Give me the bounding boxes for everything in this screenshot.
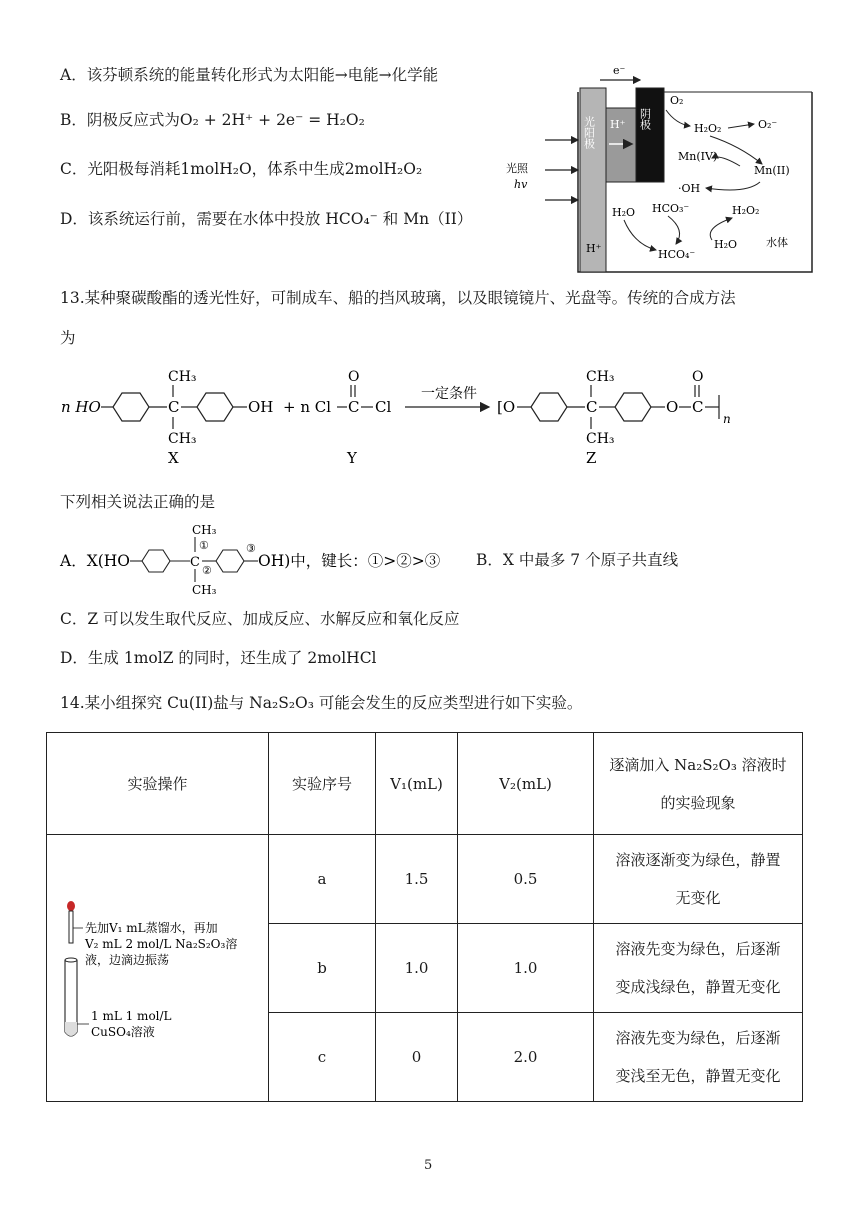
header-observation	[594, 733, 803, 835]
z-carbon: C	[586, 398, 598, 416]
option-12b-text: B．阴极反应式为	[60, 111, 180, 129]
row-c-number: c	[269, 1013, 376, 1102]
header-v1: V₁(mL)	[376, 733, 458, 835]
option-12b-equation: O₂ + 2H⁺ + 2e⁻ = H₂O₂	[179, 111, 365, 129]
h2o-label-1: H₂O	[612, 206, 636, 219]
bond-label-3: ③	[246, 542, 256, 555]
h2o2-label-1: H₂O₂	[694, 122, 722, 135]
header-observation-line2: 的实验现象	[660, 793, 736, 812]
y-carbon: C	[348, 398, 360, 416]
z-oxygen: O	[666, 398, 679, 416]
option-12c-text: C．光阳极每消耗	[60, 160, 181, 178]
x-ho: n HO	[61, 398, 101, 416]
cathode	[636, 88, 664, 182]
bond-label-1: ①	[199, 539, 209, 552]
cathode-label: 阴极	[638, 108, 652, 130]
option-12d-hco4: HCO₄⁻	[325, 210, 378, 228]
h2o-label-2: H₂O	[714, 238, 738, 251]
table-row	[47, 835, 803, 924]
header-observation-line1: 逐滴加入 Na₂S₂O₃ 溶液时	[609, 755, 787, 774]
label-x: X	[168, 449, 179, 467]
z-benzene-1	[531, 393, 567, 421]
water-body-label: 水体	[766, 236, 788, 249]
z-ch3-top: CH₃	[586, 369, 615, 385]
option-13c: C．Z 可以发生取代反应、加成反应、水解反应和氧化反应	[60, 610, 460, 628]
apparatus-label-2b: CuSO₄溶液	[91, 1025, 155, 1039]
hco4-label: HCO₄⁻	[658, 248, 696, 261]
dropper-tube	[69, 911, 73, 943]
row-c-v1: 0	[376, 1013, 458, 1102]
z-bracket-o: [O	[497, 398, 516, 416]
row-c-obs-line2: 变浅至无色，静置无变化	[615, 1067, 781, 1085]
x-carbon: C	[168, 398, 180, 416]
z-carbonyl-o: O	[692, 369, 704, 385]
light-label: 光照	[506, 162, 528, 175]
x-benzene-1	[113, 393, 149, 421]
row-b-observation	[594, 924, 803, 1013]
row-b-v2: 1.0	[458, 924, 594, 1013]
apparatus-label-1a: 先加V₁ mL蒸馏水，再加	[85, 921, 218, 935]
row-a-v2: 0.5	[458, 835, 594, 924]
option-13b: B．X 中最多 7 个原子共直线	[476, 551, 679, 569]
row-a-obs-line2: 无变化	[675, 889, 721, 907]
hplus-lower: H⁺	[586, 242, 602, 255]
option-12d-mn: Mn（II）	[403, 210, 473, 228]
row-c-observation	[594, 1013, 803, 1102]
header-v2: V₂(mL)	[458, 733, 594, 835]
row-a-obs-line1: 溶液逐渐变为绿色，静置	[615, 851, 781, 869]
y-oxygen: O	[348, 369, 360, 385]
option-12c-h2o2: 2molH₂O₂	[344, 160, 423, 178]
label-z: Z	[586, 449, 597, 467]
header-operation: 实验操作	[47, 733, 269, 835]
hco3-label: HCO₃⁻	[652, 202, 690, 215]
x-benzene-2	[197, 393, 233, 421]
z-subscript-n: n	[723, 412, 731, 426]
hydroxyl-label: ·OH	[678, 182, 701, 195]
a-benzene-2	[216, 550, 244, 572]
option-13d: D．生成 1molZ 的同时，还生成了 2molHCl	[60, 649, 377, 667]
o2-label: O₂	[670, 94, 684, 107]
row-b-obs-line1: 溶液先变为绿色，后逐渐	[615, 940, 781, 958]
a-ch3-bot: CH₃	[192, 583, 217, 597]
z-ch3-bot: CH₃	[586, 431, 615, 447]
a-carbon: C	[190, 555, 200, 570]
row-a-number: a	[269, 835, 376, 924]
option-12a: A．该芬顿系统的能量转化形式为太阳能→电能→化学能	[60, 66, 439, 84]
a-ch3-top: CH₃	[192, 523, 217, 537]
row-c-v2: 2.0	[458, 1013, 594, 1102]
o2-radical-label: O₂⁻	[758, 118, 778, 131]
label-y: Y	[347, 449, 357, 467]
bond-label-2: ②	[202, 564, 212, 577]
x-ch3-bot: CH₃	[168, 431, 197, 447]
x-ch3-top: CH₃	[168, 369, 197, 385]
option-13a-prefix: A．X(HO	[60, 552, 130, 570]
electron-label: e⁻	[613, 64, 626, 77]
z-benzene-2	[615, 393, 651, 421]
question-14-stem: 14.某小组探究 Cu(II)盐与 Na₂S₂O₃ 可能会发生的反应类型进行如下实验。	[60, 694, 583, 712]
z-carbonyl-c: C	[692, 398, 704, 416]
y-plus-ncl: + n Cl	[283, 398, 332, 416]
question-13-stem: 13.某种聚碳酸酯的透光性好，可制成车、船的挡风玻璃，以及眼镜镜片、光盘等。传统的合成方法	[60, 289, 736, 307]
row-a-v1: 1.5	[376, 835, 458, 924]
option-12d-text: D．该系统运行前，需要在水体中投放	[60, 210, 321, 228]
option-13a-suffix: OH)中，键长：①>②>③	[258, 552, 441, 570]
row-a-observation	[594, 835, 803, 924]
apparatus-cell	[47, 835, 269, 1102]
reaction-condition: 一定条件	[421, 386, 477, 402]
test-tube-apparatus	[47, 836, 265, 1100]
mn2-label: Mn(II)	[754, 164, 790, 177]
row-b-obs-line2: 变成浅绿色，静置无变化	[615, 978, 781, 996]
option-12c-text2: ，体系中生成	[251, 160, 345, 178]
option-12c	[60, 158, 422, 180]
polycarbonate-reaction	[55, 365, 815, 470]
table-header-row	[47, 733, 803, 835]
hv-label: hv	[514, 178, 528, 191]
fenton-system-diagram	[500, 62, 820, 277]
row-b-number: b	[269, 924, 376, 1013]
apparatus-label-1b: V₂ mL 2 mol/L Na₂S₂O₃溶	[85, 937, 238, 951]
question-13-stem-cont: 为	[60, 329, 76, 347]
option-12d-and: 和	[382, 210, 399, 228]
header-number: 实验序号	[269, 733, 376, 835]
y-cl: Cl	[375, 398, 392, 416]
row-c-obs-line1: 溶液先变为绿色，后逐渐	[615, 1029, 781, 1047]
dropper-bulb	[67, 901, 75, 911]
option-12d	[60, 208, 472, 230]
page-number: 5	[424, 1158, 433, 1173]
experiment-table	[46, 732, 803, 1102]
hplus-upper: H⁺	[610, 118, 626, 131]
mn4-label: Mn(IV)	[678, 150, 718, 163]
apparatus-label-1c: 液，边滴边振荡	[85, 953, 170, 967]
x-oh: OH	[248, 398, 274, 416]
option-13a	[58, 522, 478, 598]
question-13-prompt: 下列相关说法正确的是	[60, 493, 216, 511]
option-12b	[60, 109, 365, 131]
photoanode-label: 光阳极	[582, 116, 596, 149]
h2o2-label-2: H₂O₂	[732, 204, 760, 217]
apparatus-label-2a: 1 mL 1 mol/L	[91, 1009, 172, 1023]
row-b-v1: 1.0	[376, 924, 458, 1013]
a-benzene-1	[142, 550, 170, 572]
option-12c-h2o: 1molH₂O	[180, 160, 252, 178]
